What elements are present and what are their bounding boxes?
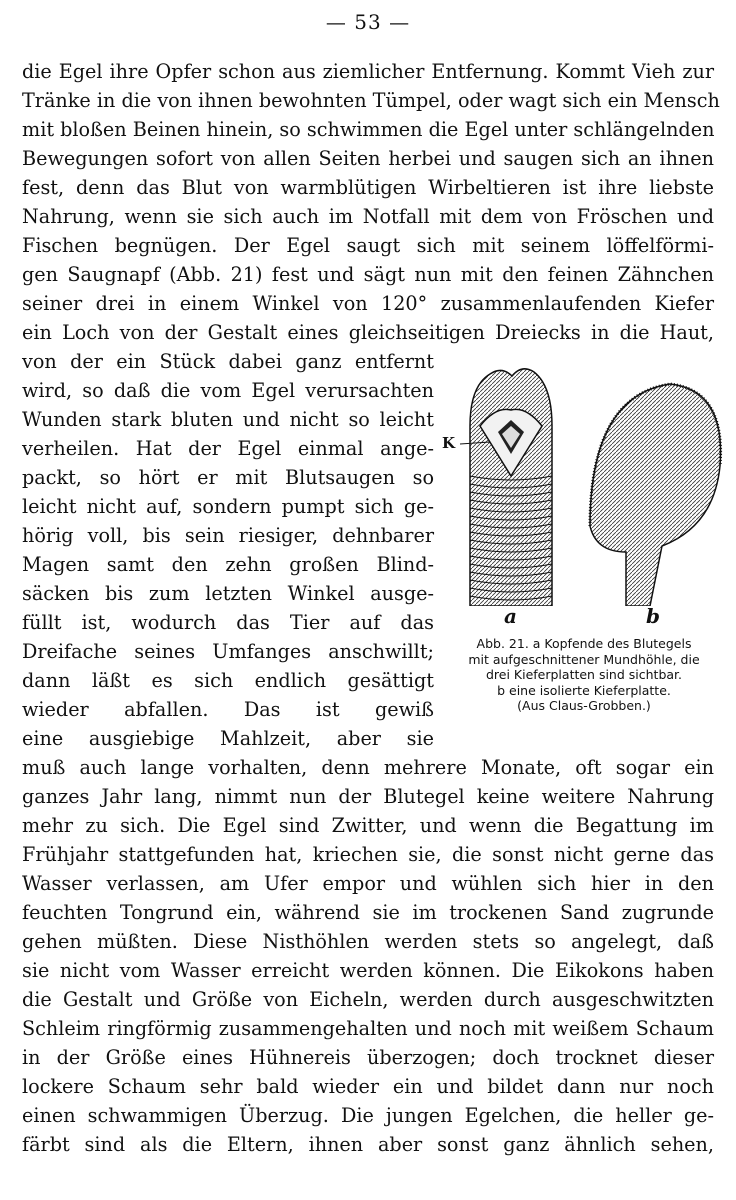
page-number: — 53 — <box>325 10 411 34</box>
text-line: Wasser verlassen, am Ufer empor und wühlen sich hier in den <box>22 872 714 895</box>
text-line: in der Größe eines Hühnereis überzogen; doch trocknet dieser <box>22 1046 714 1069</box>
text-line: mit bloßen Beinen hinein, so schwimmen die Egel unter schlängelnden <box>22 118 715 141</box>
text-line: fest, denn das Blut von warmblütigen Wirbeltieren ist ihre liebste <box>22 176 714 199</box>
figure-label-b: b <box>646 604 660 628</box>
figure-label-a: a <box>504 604 517 628</box>
text-line: färbt sind als die Eltern, ihnen aber sonst ganz ähnlich sehen, <box>22 1133 714 1156</box>
text-line: seiner drei in einem Winkel von 120° zusammenlaufenden Kiefer <box>22 292 714 315</box>
text-line: verheilen. Hat der Egel einmal ange- <box>22 437 434 460</box>
text-line: die Egel ihre Opfer schon aus ziemlicher Entfernung. Kommt Vieh zur <box>22 60 714 83</box>
leech-head-drawing <box>460 369 552 606</box>
text-line: einen schwammigen Überzug. Die jungen Egelchen, die heller ge- <box>22 1104 714 1127</box>
text-line: gen Saugnapf (Abb. 21) fest und sägt nun mit den feinen Zähnchen <box>22 263 714 286</box>
text-line: wieder abfallen. Das ist gewiß <box>22 698 434 721</box>
text-line: packt, so hört er mit Blutsaugen so <box>22 466 434 489</box>
caption-line: Abb. 21. a Kopfende des Blutegels <box>476 636 692 651</box>
text-line: Dreifache seines Umfanges anschwillt; <box>22 640 434 663</box>
figure-caption <box>440 636 728 714</box>
caption-line: drei Kieferplatten sind sichtbar. <box>485 667 683 682</box>
text-line: mehr zu sich. Die Egel sind Zwitter, und wenn die Begattung im <box>22 814 714 837</box>
text-line: wird, so daß die vom Egel verursachten <box>22 379 434 402</box>
text-line: Wunden stark bluten und nicht so leicht <box>22 408 434 431</box>
text-line: sie nicht vom Wasser erreicht werden können. Die Eikokons haben <box>22 959 714 982</box>
text-line: die Gestalt und Größe von Eicheln, werden durch ausgeschwitzten <box>22 988 714 1011</box>
text-line: Nahrung, wenn sie sich auch im Notfall mit dem von Fröschen und <box>22 205 714 228</box>
text-line: füllt ist, wodurch das Tier auf das <box>22 611 434 634</box>
text-line: hörig voll, bis sein riesiger, dehnbarer <box>22 524 434 547</box>
leech-illustration <box>440 356 728 606</box>
text-line: Frühjahr stattgefunden hat, kriechen sie, die sonst nicht gerne das <box>22 843 714 866</box>
text-line: muß auch lange vorhalten, denn mehrere Monate, oft sogar ein <box>22 756 714 779</box>
caption-line: b eine isolierte Kieferplatte. <box>497 682 671 698</box>
text-line: eine ausgiebige Mahlzeit, aber sie <box>22 727 434 750</box>
jaw-plate-drawing <box>590 384 721 606</box>
text-line: leicht nicht auf, sondern pumpt sich ge- <box>22 495 434 518</box>
figure-abb-21 <box>440 356 728 726</box>
figure-label-k: K <box>442 434 456 452</box>
text-line: ganzes Jahr lang, nimmt nun der Blutegel keine weitere Nahrung <box>22 785 714 808</box>
caption-line: mit aufgeschnittener Mundhöhle, die <box>468 651 700 667</box>
text-line: gehen müßten. Diese Nisthöhlen werden stets so angelegt, daß <box>22 930 714 953</box>
text-line: Bewegungen sofort von allen Seiten herbei und saugen sich an ihnen <box>22 147 714 170</box>
text-line: säcken bis zum letzten Winkel ausge- <box>22 582 434 605</box>
text-line: Tränke in die von ihnen bewohnten Tümpel, oder wagt sich ein Mensch <box>22 89 720 112</box>
text-line: Fischen begnügen. Der Egel saugt sich mit seinem löffelförmi- <box>22 234 714 257</box>
text-line: lockere Schaum sehr bald wieder ein und bildet dann nur noch <box>22 1075 714 1098</box>
text-line: feuchten Tongrund ein, während sie im trockenen Sand zugrunde <box>22 901 714 924</box>
caption-line: (Aus Claus-Grobben.) <box>517 698 651 713</box>
text-line: von der ein Stück dabei ganz entfernt <box>22 350 434 373</box>
text-line: ein Loch von der Gestalt eines gleichseitigen Dreiecks in die Haut, <box>22 321 714 344</box>
text-line: Schleim ringförmig zusammengehalten und noch mit weißem Schaum <box>22 1017 714 1040</box>
text-line: dann läßt es sich endlich gesättigt <box>22 669 434 692</box>
text-line: Magen samt den zehn großen Blind- <box>22 553 434 576</box>
